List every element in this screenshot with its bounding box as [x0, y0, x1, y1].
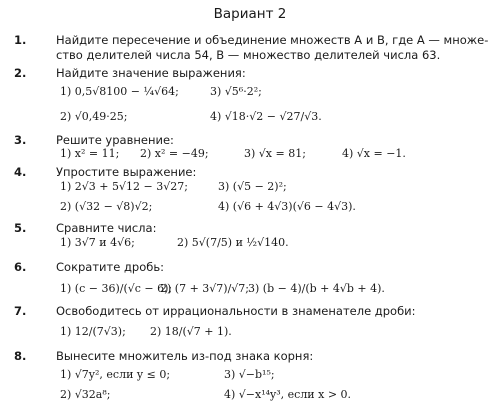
task-5-item-1: 1) 3√7 и 4√6;	[60, 236, 135, 249]
task-5-title: Сравните числа:	[56, 221, 157, 235]
task-3-item-1: 1) x² = 11;	[60, 147, 120, 160]
task-2-item-4: 4) √18·√2 − √27/√3.	[210, 110, 322, 123]
task-8-item-3: 3) √−b¹⁵;	[224, 368, 275, 381]
task-4-item-1: 1) 2√3 + 5√12 − 3√27;	[60, 180, 188, 193]
variant-title: Вариант 2	[213, 6, 287, 22]
task-4-number: 4.	[14, 165, 27, 179]
task-3-item-3: 3) √x = 81;	[244, 147, 306, 160]
task-3-item-2: 2) x² = −49;	[140, 147, 209, 160]
task-1-number: 1.	[14, 33, 27, 47]
task-6-item-2: 2) (7 + 3√7)/√7;	[160, 282, 250, 295]
task-4-item-3: 3) (√5 − 2)²;	[218, 180, 287, 193]
task-4-title: Упростите выражение:	[56, 165, 197, 179]
task-2-title: Найдите значение выражения:	[56, 66, 246, 80]
task-3-number: 3.	[14, 133, 27, 147]
task-4-item-4: 4) (√6 + 4√3)(√6 − 4√3).	[218, 200, 356, 213]
task-3-title: Решите уравнение:	[56, 133, 174, 147]
task-8-title: Вынесите множитель из-под знака корня:	[56, 349, 314, 363]
task-7-number: 7.	[14, 304, 27, 318]
task-2-item-3: 3) √5⁶·2²;	[210, 85, 262, 98]
task-2-number: 2.	[14, 66, 27, 80]
task-6-item-1: 1) (c − 36)/(√c − 6);	[60, 282, 173, 295]
task-8-item-4: 4) √−x¹⁴y³, если x > 0.	[224, 388, 352, 401]
task-8-number: 8.	[14, 349, 27, 363]
task-7-item-1: 1) 12/(7√3);	[60, 325, 126, 338]
task-1-text-line1: Найдите пересечение и объединение множеств A и B, где A — множе-	[56, 33, 489, 47]
task-8-item-1: 1) √7y², если y ≤ 0;	[60, 368, 171, 381]
task-7-item-2: 2) 18/(√7 + 1).	[150, 325, 232, 338]
task-4-item-2: 2) (√32 − √8)√2;	[60, 200, 153, 213]
task-3-item-4: 4) √x = −1.	[342, 147, 406, 160]
task-7-title: Освободитесь от иррациональности в знаменателе дроби:	[56, 304, 416, 318]
task-6-number: 6.	[14, 260, 27, 274]
task-6-item-3: 3) (b − 4)/(b + 4√b + 4).	[248, 282, 385, 295]
task-5-item-2: 2) 5√(7/5) и ½√140.	[177, 236, 289, 249]
task-2-item-2: 2) √0,49·25;	[60, 110, 128, 123]
task-1-text-line2: ство делителей числа 54, B — множество делителей числа 63.	[56, 48, 441, 62]
task-8-item-2: 2) √32a⁸;	[60, 388, 111, 401]
task-5-number: 5.	[14, 221, 27, 235]
task-6-title: Сократите дробь:	[56, 260, 164, 274]
task-2-item-1: 1) 0,5√8100 − ¼√64;	[60, 85, 179, 98]
